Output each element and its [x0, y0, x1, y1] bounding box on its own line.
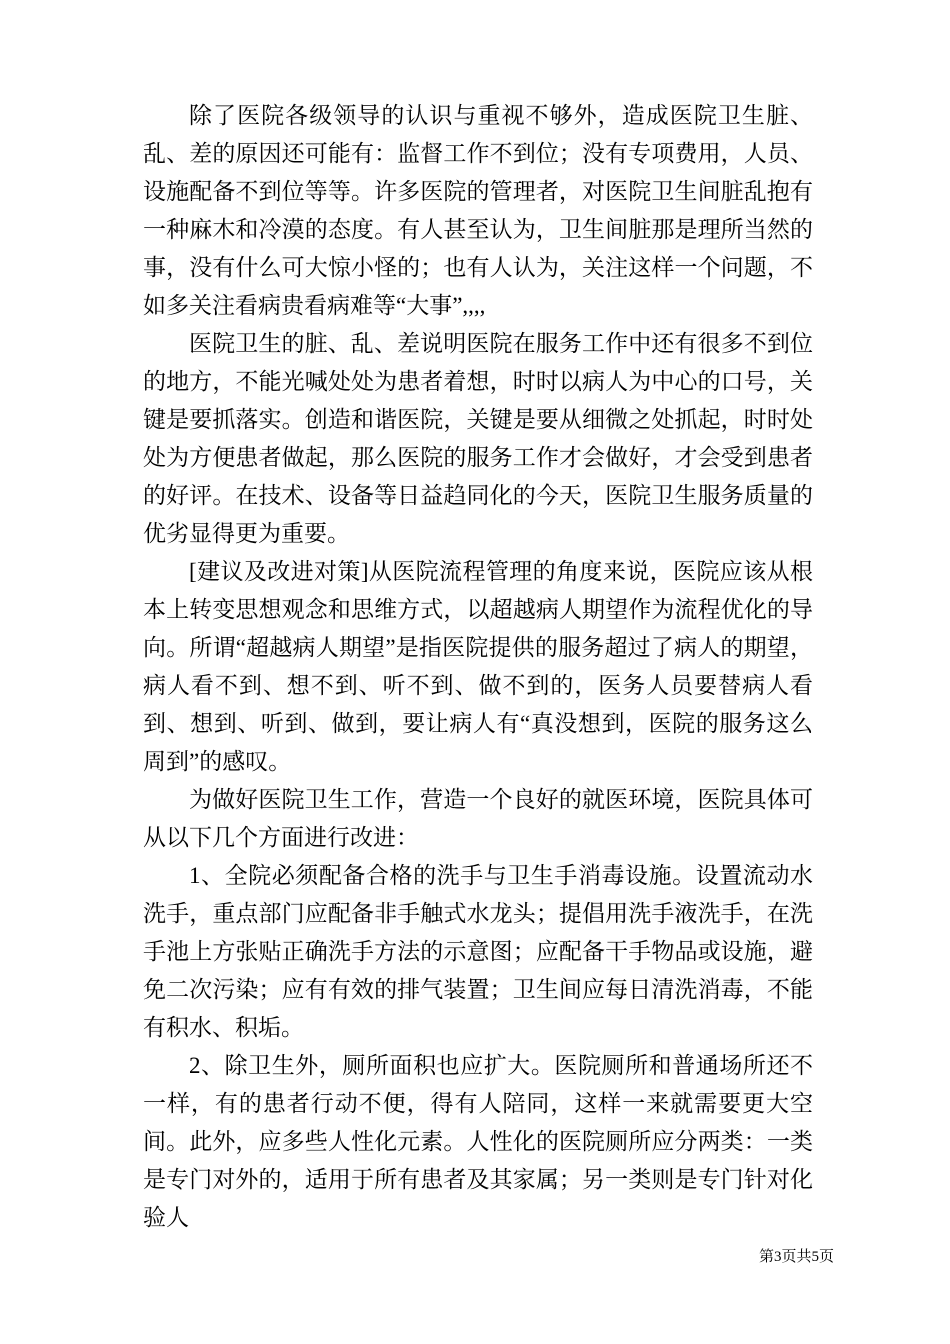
document-body	[143, 97, 813, 1237]
paragraph: [建议及改进对策]从医院流程管理的角度来说，医院应该从根本上转变思想观念和思维方式，以超越病人期望作为流程优化的导向。所谓“超越病人期望”是指医院提供的服务超过了病人的期望，病人看不到、想不到、听不到、做不到的，医务人员要替病人看到、想到、听到、做到，要让病人有“真没想到，医院的服务这么周到”的感叹。	[143, 559, 813, 774]
paragraph: 为做好医院卫生工作，营造一个良好的就医环境，医院具体可从以下几个方面进行改进：	[143, 787, 813, 850]
page-footer	[759, 1247, 834, 1267]
page-number: 第3页共5页	[758, 1249, 834, 1265]
paragraph: 除了医院各级领导的认识与重视不够外，造成医院卫生脏、乱、差的原因还可能有：监督工作不到位；没有专项费用，人员、设施配备不到位等等。许多医院的管理者，对医院卫生间脏乱抱有一种麻木和冷漠的态度。有人甚至认为，卫生间脏那是理所当然的事，没有什么可大惊小怪的；也有人认为，关注这样一个问题，不如多关注看病贵看病难等“大事”,,,,	[143, 103, 813, 318]
paragraph: 2、除卫生外，厕所面积也应扩大。医院厕所和普通场所还不一样，有的患者行动不便，得有人陪同，这样一来就需要更大空间。此外，应多些人性化元素。人性化的医院厕所应分两类：一类是专门对外的，适用于所有患者及其家属；另一类则是专门针对化验人	[143, 1053, 813, 1230]
paragraph: 医院卫生的脏、乱、差说明医院在服务工作中还有很多不到位的地方，不能光喊处处为患者着想，时时以病人为中心的口号，关键是要抓落实。创造和谐医院，关键是要从细微之处抓起，时时处处为方便患者做起，那么医院的服务工作才会做好，才会受到患者的好评。在技术、设备等日益趋同化的今天，医院卫生服务质量的优劣显得更为重要。	[143, 331, 813, 546]
paragraph: 1、全院必须配备合格的洗手与卫生手消毒设施。设置流动水洗手，重点部门应配备非手触式水龙头；提倡用洗手液洗手，在洗手池上方张贴正确洗手方法的示意图；应配备干手物品或设施，避免二次污染；应有有效的排气装置；卫生间应每日清洗消毒，不能有积水、积垢。	[143, 863, 813, 1040]
